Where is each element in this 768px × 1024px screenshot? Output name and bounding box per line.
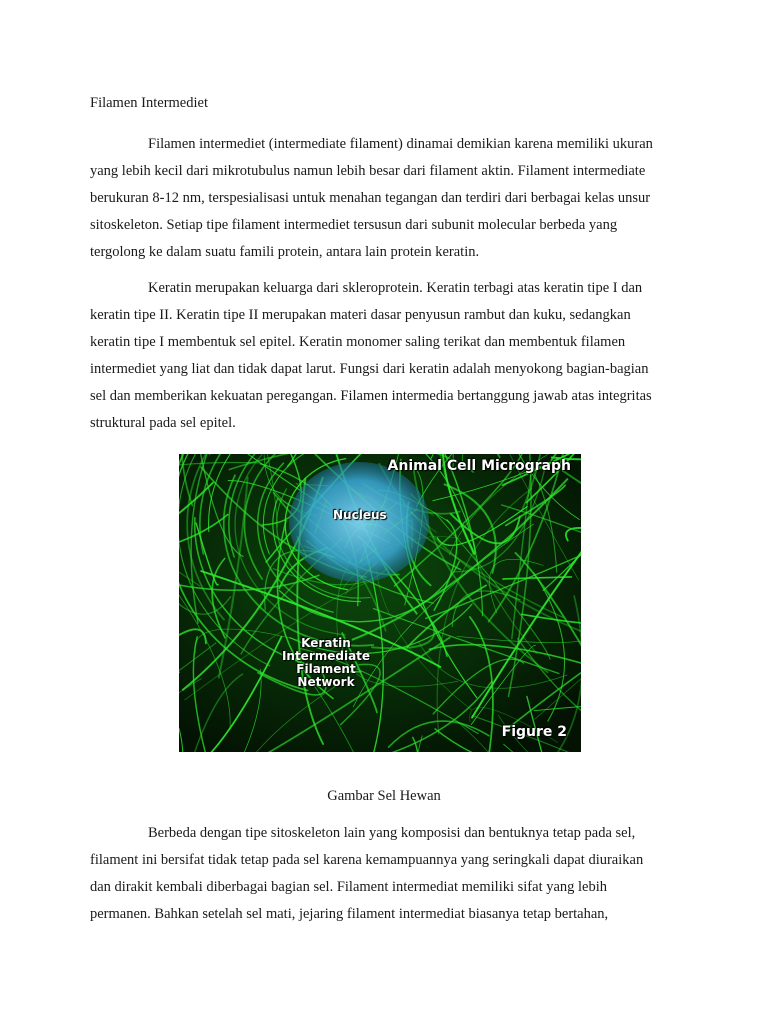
paragraph-line: yang lebih kecil dari mikrotubulus namun lebih besar dari filament aktin. Filament intermediate — [90, 163, 646, 179]
paragraph-line: permanen. Bahkan setelah sel mati, jejaring filament intermediat biasanya tetap bertahan, — [90, 906, 609, 922]
paragraph-line: Berbeda dengan tipe sitoskeleton lain yang komposisi dan bentuknya tetap pada sel, — [148, 825, 636, 841]
paragraph-line: struktural pada sel epitel. — [90, 415, 236, 431]
figure-title: Animal Cell Micrograph — [387, 458, 571, 474]
network-label-line: Keratin — [301, 636, 351, 650]
paragraph-keratin — [90, 275, 680, 437]
paragraph-line: dan dirakit kembali diberbagai bagian sel. Filament intermediat memiliki sifat yang lebih — [90, 879, 608, 895]
document-heading: Filamen Intermediet — [90, 95, 208, 111]
paragraph-line: keratin tipe II. Keratin tipe II merupakan materi dasar penyusun rambut dan kuku, sedangkan — [90, 307, 631, 323]
paragraph-line: intermediet yang liat dan tidak dapat larut. Fungsi dari keratin adalah menyokong bagian-bagian — [90, 361, 649, 377]
paragraph-line: Keratin merupakan keluarga dari skleroprotein. Keratin terbagi atas keratin tipe I dan — [148, 280, 643, 296]
micrograph-image — [179, 454, 581, 752]
paragraph-intro — [90, 131, 680, 266]
network-label-line: Intermediate — [281, 649, 371, 663]
figure-number: Figure 2 — [501, 724, 567, 740]
nucleus-shape — [289, 462, 429, 582]
paragraph-line: filament ini bersifat tidak tetap pada sel karena kemampuannya yang seringkali dapat diuraikan — [90, 852, 644, 868]
paragraph-line: tergolong ke dalam suatu famili protein, antara lain protein keratin. — [90, 244, 480, 260]
paragraph-line: keratin tipe I membentuk sel epitel. Keratin monomer saling terikat dan membentuk filamen — [90, 334, 626, 350]
paragraph-line: sitoskeleton. Setiap tipe filament intermediet tersusun dari subunit molecular berbeda yang — [90, 217, 618, 233]
network-label-line: Network — [297, 675, 355, 689]
nucleus-label: Nucleus — [333, 508, 387, 522]
micrograph-figure — [179, 454, 581, 752]
paragraph-line: berukuran 8-12 nm, terspesialisasi untuk menahan tegangan dan terdiri dari berbagai kelas unsur — [90, 190, 651, 206]
figure-caption: Gambar Sel Hewan — [327, 788, 441, 804]
network-label-line: Filament — [296, 662, 356, 676]
network-label — [271, 637, 381, 689]
paragraph-dynamics — [90, 820, 680, 928]
paragraph-line: Filamen intermediet (intermediate filament) dinamai demikian karena memiliki ukuran — [148, 136, 653, 152]
paragraph-line: sel dan memberikan kekuatan peregangan. Filamen intermedia bertanggung jawab atas integritas — [90, 388, 652, 404]
